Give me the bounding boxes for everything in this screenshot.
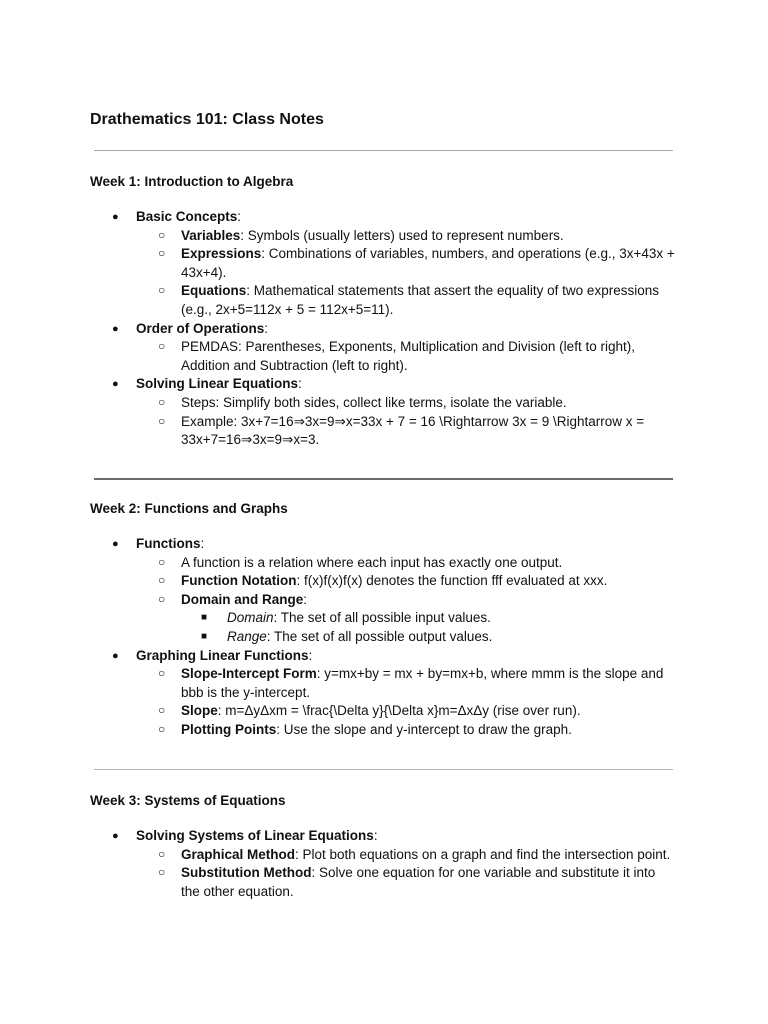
sub-sub-list: [181, 609, 690, 646]
week-1-section: [90, 173, 690, 450]
sub-sub-list-item: ■ Domain: The set of all possible input values.: [181, 609, 690, 628]
divider: [94, 769, 673, 770]
sub-list-item: ○ Equations: Mathematical statements that assert the equality of two expressions (e.g., 2x+5=112x + 5 = 112x+5=11).: [158, 283, 659, 317]
sub-list: [136, 338, 690, 375]
list-item: ● Functions: ○ A function is a relation where each input has exactly one output. ○ Function Notation: f(x)f(x)f(x) denotes the function fff evaluated at xxx. ○ Domain and Range: ■ Domain: The set of all possible input values. ■ Range: The set of all possible output values.: [90, 535, 690, 647]
sub-sub-list-item: ■ Range: The set of all possible output values.: [181, 628, 690, 647]
list-item: ● Order of Operations: ○ PEMDAS: Parentheses, Exponents, Multiplication and Division (left to right), Addition and Subtraction (left to right).: [90, 320, 690, 376]
week-heading: Week 2: Functions and Graphs: [90, 501, 288, 516]
sub-list: [136, 554, 690, 647]
bullet-circle: ○: [158, 721, 166, 736]
week-heading: Week 3: Systems of Equations: [90, 793, 286, 808]
sub-list-item: ○ PEMDAS: Parentheses, Exponents, Multiplication and Division (left to right), Addition and Subtraction (left to right).: [158, 339, 635, 373]
bullet-square: ■: [201, 612, 208, 624]
bullet-circle: ○: [158, 554, 166, 569]
bullet-circle: ○: [158, 591, 166, 606]
week-heading: Week 1: Introduction to Algebra: [90, 174, 294, 189]
bullet-disc: ●: [112, 649, 119, 662]
bullet-disc: ●: [112, 378, 119, 391]
sub-list-item: ○ Expressions: Combinations of variables, numbers, and operations (e.g., 3x+43x + 43x+4).: [158, 246, 675, 280]
sub-list-item: ○ Plotting Points: Use the slope and y-intercept to draw the graph.: [158, 721, 572, 737]
bullet-circle: ○: [158, 865, 166, 880]
sub-list: [136, 846, 690, 902]
bullet-square: ■: [201, 630, 208, 642]
list-item: ● Solving Systems of Linear Equations: ○ Graphical Method: Plot both equations on a graph and find the intersection point. ○ Substitution Method: Solve one equation for one variable and substitute it into the other equation.: [90, 827, 690, 901]
sub-list-item: ○ Example: 3x+7=16⇒3x=9⇒x=33x + 7 = 16 \Rightarrow 3x = 9 \Rightarrow x = 33x+7=16⇒3x=9⇒x=3.: [158, 413, 645, 448]
sub-list-item: ○ Graphical Method: Plot both equations on a graph and find the intersection point.: [158, 846, 671, 862]
sub-list-item: ○ Steps: Simplify both sides, collect like terms, isolate the variable.: [158, 394, 567, 410]
item-label: Functions: [136, 536, 201, 551]
sub-list-item: ○ Domain and Range: ■ Domain: The set of all possible input values. ■ Range: The set of all possible output values.: [136, 591, 690, 647]
page-title: Drathematics 101: Class Notes: [90, 111, 324, 128]
week-2-section: [90, 500, 690, 740]
bullet-disc: ●: [112, 538, 119, 550]
week-3-section: [90, 792, 690, 901]
bullet-disc: ●: [112, 830, 119, 842]
bullet-circle: ○: [158, 666, 166, 681]
bullet-circle: ○: [158, 413, 166, 428]
bullet-circle: ○: [158, 846, 166, 861]
item-label: Order of Operations: [136, 320, 265, 336]
list-item: ● Solving Linear Equations: ○ Steps: Simplify both sides, collect like terms, isolate the variable. ○ Example: 3x+7=16⇒3x=9⇒x=33x + 7 = 16 \Rightarrow 3x = 9 \Rightarrow x = 33x+7=16⇒3x=9⇒x=3.: [90, 375, 690, 449]
sub-list-item: ○ Substitution Method: Solve one equation for one variable and substitute it into the other equation.: [158, 865, 656, 899]
bullet-circle: ○: [158, 703, 166, 718]
sub-list-item: ○ Variables: Symbols (usually letters) used to represent numbers.: [158, 227, 564, 243]
week-2-list: [90, 535, 690, 740]
sub-list: [136, 227, 690, 320]
list-item: ● Basic Concepts: ○ Variables: Symbols (usually letters) used to represent numbers. ○ Expressions: Combinations of variables, numbers, and operations (e.g., 3x+43x + 43x+4). ○ Equations: Mathematical statements that assert the equality of two expressions (e.g., 2x+5=112x + 5 = 112x+5=11).: [90, 208, 690, 320]
week-3-list: [90, 827, 690, 901]
bullet-circle: ○: [158, 246, 166, 261]
divider: [94, 150, 673, 151]
item-label: Solving Linear Equations: [136, 376, 299, 392]
bullet-circle: ○: [158, 573, 166, 588]
item-label: Solving Systems of Linear Equations: [136, 828, 374, 843]
bullet-circle: ○: [158, 339, 166, 354]
item-label: Basic Concepts: [136, 209, 238, 224]
divider: [94, 478, 673, 480]
sub-list-item: ○ A function is a relation where each input has exactly one output.: [158, 554, 563, 570]
bullet-disc: ●: [112, 211, 119, 223]
bullet-disc: ●: [112, 322, 119, 335]
bullet-circle: ○: [158, 283, 166, 298]
bullet-circle: ○: [158, 394, 166, 409]
bullet-circle: ○: [158, 227, 166, 242]
list-item: ● Graphing Linear Functions: ○ Slope-Intercept Form: y=mx+by = mx + by=mx+b, where mmm is the slope and bbb is the y-intercept. ○ Slope: m=ΔyΔxm = \frac{\Delta y}{\Delta x}m=ΔxΔy (rise over run). ○ Plotting Points: Use the slope and y-intercept to draw the graph.: [90, 647, 690, 740]
week-1-list: [90, 208, 690, 450]
item-label: Graphing Linear Functions: [136, 647, 309, 663]
sub-list: [136, 665, 690, 739]
sub-list-item: ○ Slope-Intercept Form: y=mx+by = mx + by=mx+b, where mmm is the slope and bbb is the y-intercept.: [158, 666, 664, 700]
sub-list-item: ○ Function Notation: f(x)f(x)f(x) denotes the function fff evaluated at xxx.: [158, 573, 608, 589]
sub-list: [136, 394, 690, 450]
sub-list-item: ○ Slope: m=ΔyΔxm = \frac{\Delta y}{\Delta x}m=ΔxΔy (rise over run).: [158, 703, 581, 719]
